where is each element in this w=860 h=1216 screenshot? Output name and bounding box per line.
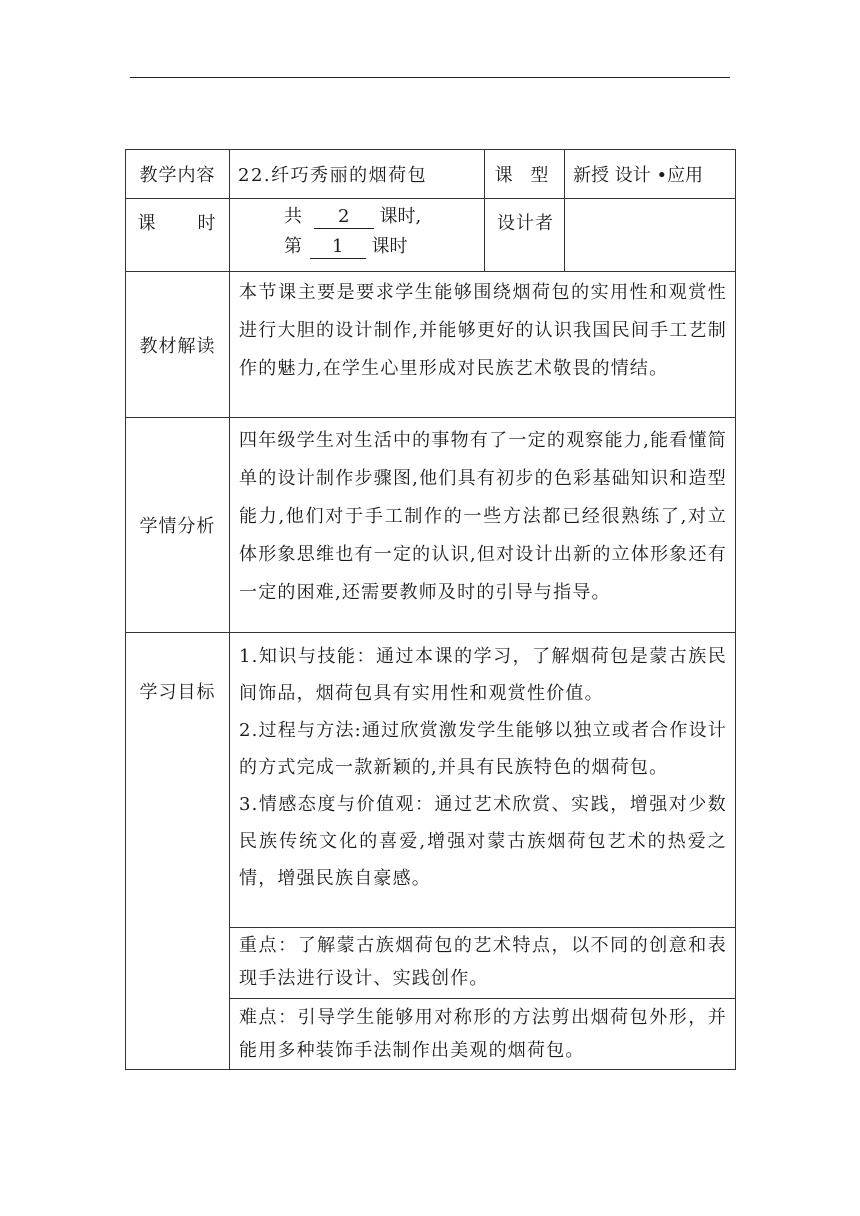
hours-label: 课 时 [126, 199, 230, 272]
designer-label: 设计者 [485, 199, 565, 272]
hours-current-value: 1 [310, 236, 366, 259]
key-point-text: 重点：了解蒙古族烟荷包的艺术特点，以不同的创意和表现手法进行设计、实践创作。 [239, 935, 727, 989]
textbook-cell [230, 272, 736, 418]
objectives-cell [230, 633, 736, 928]
difficulty-cell [230, 999, 736, 1070]
key-point-cell [230, 928, 736, 999]
row-students [126, 418, 736, 633]
hours-total-prefix: 共 [284, 206, 302, 227]
difficulty-text: 难点：引导学生能够用对称形的方法剪出烟荷包外形，并能用多种装饰手法制作出美观的烟荷包。 [239, 1007, 727, 1061]
hours-total-suffix: 课时, [379, 206, 422, 227]
textbook-text: 本节课主要是要求学生能够围绕烟荷包的实用性和观赏性进行大胆的设计制作,并能够更好的认识我国民间手工艺制作的魅力,在学生心里形成对民族艺术敬畏的情结。 [239, 282, 727, 379]
content-value: 22.纤巧秀丽的烟荷包 [230, 150, 485, 199]
objective-item: 3.情感态度与价值观：通过艺术欣赏、实践，增强对少数民族传统文化的喜爱,增强对蒙古族烟荷包艺术的热爱之情，增强民族自豪感。 [239, 794, 727, 889]
hours-current-prefix: 第 [284, 236, 302, 257]
objective-item: 2.过程与方法:通过欣赏激发学生能够以独立或者合作设计的方式完成一款新颖的,并具有民族特色的烟荷包。 [239, 720, 727, 778]
lesson-plan-table [125, 149, 736, 1070]
students-label: 学情分析 [126, 418, 230, 633]
objectives-list [230, 633, 735, 899]
type-value: 新授 设计 •应用 [565, 150, 736, 199]
designer-value [565, 199, 736, 272]
objectives-label: 学习目标 [126, 633, 230, 1070]
type-label: 课 型 [485, 150, 565, 199]
row-hours [126, 199, 736, 272]
hours-value [230, 199, 485, 272]
hours-current-suffix: 课时 [371, 236, 408, 257]
textbook-label: 教材解读 [126, 272, 230, 418]
content-label: 教学内容 [126, 150, 230, 199]
hours-total-value: 2 [314, 206, 374, 229]
hours-total-line [230, 205, 484, 229]
students-cell [230, 418, 736, 633]
hours-current-line [230, 235, 484, 259]
students-text: 四年级学生对生活中的事物有了一定的观察能力,能看懂简单的设计制作步骤图,他们具有初步的色彩基础知识和造型能力,他们对于手工制作的一些方法都已经很熟练了,对立体形象思维也有一定的认识,但对设计出新的立体形象还有一定的困难,还需要教师及时的引导与指导。 [239, 430, 727, 603]
row-textbook [126, 272, 736, 418]
header-rule [130, 77, 730, 78]
row-objectives [126, 633, 736, 928]
row-content [126, 150, 736, 199]
objective-item: 1.知识与技能：通过本课的学习，了解烟荷包是蒙古族民间饰品，烟荷包具有实用性和观赏性价值。 [239, 646, 727, 704]
